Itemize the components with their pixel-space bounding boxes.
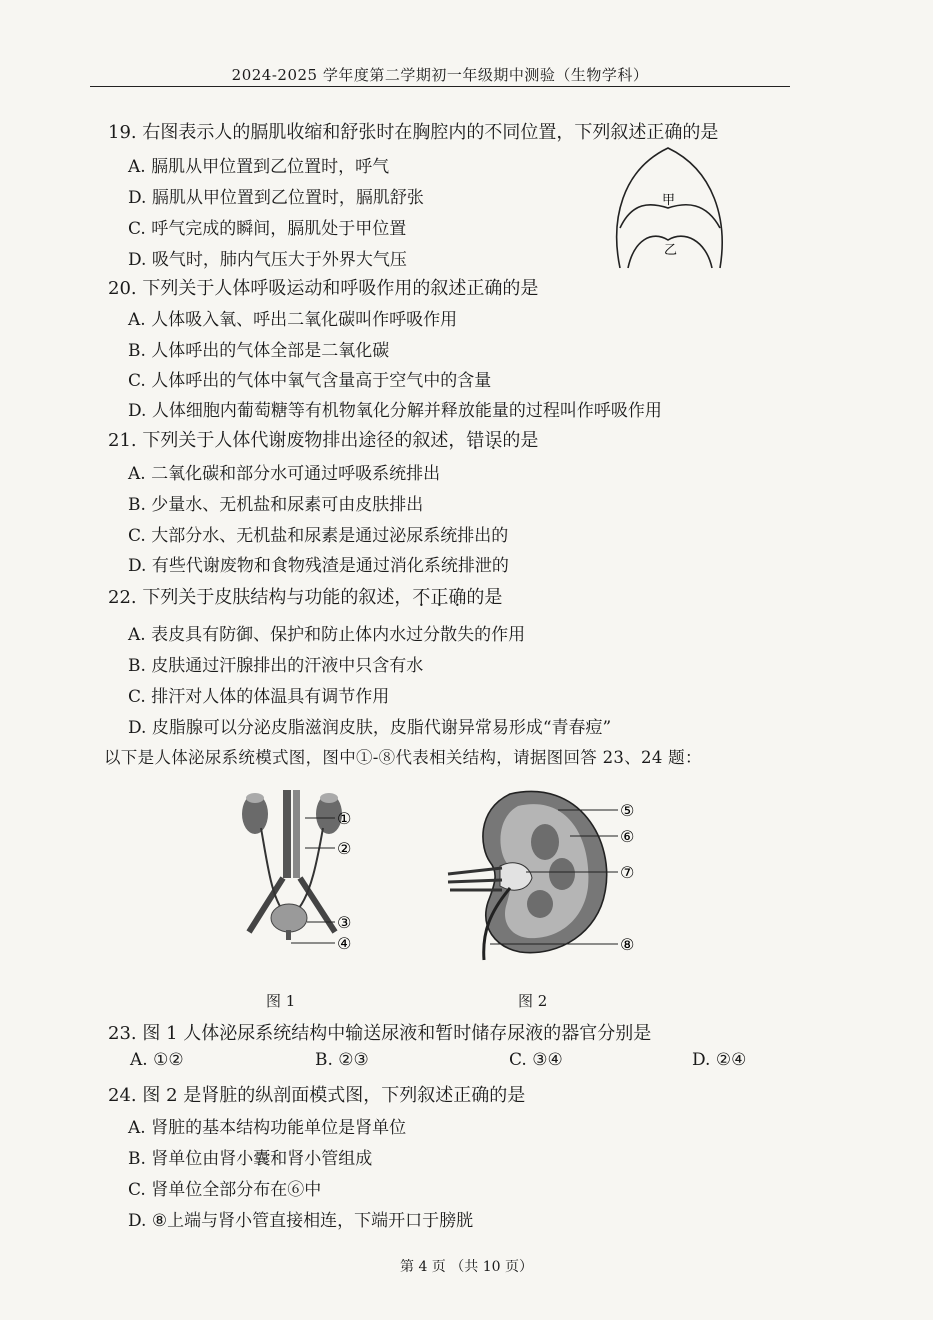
question-23-option-a: A. ①② — [130, 1050, 184, 1070]
fig1-label-4: ④ — [337, 934, 352, 953]
fig2-label-6: ⑥ — [620, 827, 635, 846]
diaphragm-figure — [610, 140, 730, 275]
question-22-option-c: C. 排汗对人体的体温具有调节作用 — [128, 687, 390, 707]
question-21-option-c: C. 大部分水、无机盐和尿素是通过泌尿系统排出的 — [128, 526, 509, 546]
emphasis-char: 不 — [412, 587, 431, 608]
section-intro: 以下是人体泌尿系统模式图，图中①-⑧代表相关结构，请据图回答 23、24 题： — [104, 748, 702, 767]
question-22-option-b: B. 皮肤通过汗腺排出的汗液中只含有水 — [128, 656, 424, 676]
question-23-option-c: C. ③④ — [509, 1050, 563, 1070]
question-19-option-b: D. 膈肌从甲位置到乙位置时，膈肌舒张 — [128, 188, 424, 208]
diaphragm-label-yi: 乙 — [664, 243, 678, 258]
question-24-stem: 24. 图 2 是肾脏的纵剖面模式图，下列叙述正确的是 — [108, 1085, 526, 1106]
emphasis-char: 正 — [430, 587, 449, 608]
fig2-label-7: ⑦ — [620, 863, 635, 882]
question-20-option-a: A. 人体吸入氧、呼出二氧化碳叫作呼吸作用 — [128, 310, 458, 330]
question-21-option-d: D. 有些代谢废物和食物残渣是通过消化系统排泄的 — [128, 556, 509, 576]
emphasis-char: 确 — [448, 587, 467, 608]
fig1-caption: 图 1 — [266, 992, 296, 1010]
fig1-label-3: ③ — [337, 913, 352, 932]
question-20-option-d: D. 人体细胞内葡萄糖等有机物氧化分解并释放能量的过程叫作呼吸作用 — [128, 401, 662, 421]
question-23-option-b: B. ②③ — [315, 1050, 369, 1070]
question-23-option-d: D. ②④ — [692, 1050, 747, 1070]
fig1-label-2: ② — [337, 839, 352, 858]
question-22-option-a: A. 表皮具有防御、保护和防止体内水过分散失的作用 — [128, 625, 526, 645]
question-21-stem — [108, 426, 538, 452]
diaphragm-label-jia: 甲 — [662, 193, 676, 208]
page-header: 2024-2025 学年度第二学期初一年级期中测验（生物学科） — [231, 66, 649, 84]
question-19-stem: 19. 右图表示人的膈肌收缩和舒张时在胸腔内的不同位置，下列叙述正确的是 — [108, 122, 719, 143]
question-21-stem-post: 的是 — [502, 430, 539, 451]
question-21-option-b: B. 少量水、无机盐和尿素可由皮肤排出 — [128, 495, 424, 515]
question-22-stem-pre: 22. 下列关于皮肤结构与功能的叙述， — [108, 587, 413, 608]
question-24-option-b: B. 肾单位由肾小囊和肾小管组成 — [128, 1149, 373, 1169]
header-divider — [90, 86, 790, 87]
fig2-label-5: ⑤ — [620, 801, 635, 820]
question-21-option-a: A. 二氧化碳和部分水可通过呼吸系统排出 — [128, 464, 441, 484]
question-22-stem — [108, 583, 502, 609]
fig2-label-8: ⑧ — [620, 935, 635, 954]
question-22-stem-post: 的是 — [466, 587, 503, 608]
question-24-option-c: C. 肾单位全部分布在⑥中 — [128, 1180, 322, 1200]
kidney-section-figure — [440, 782, 650, 962]
page-footer: 第 4 页 （共 10 页） — [400, 1259, 533, 1275]
fig2-caption: 图 2 — [518, 992, 548, 1010]
question-19-option-c: C. 呼气完成的瞬间，膈肌处于甲位置 — [128, 219, 407, 239]
urinary-system-figure — [225, 782, 365, 957]
question-20-option-b: B. 人体呼出的气体全部是二氧化碳 — [128, 341, 390, 361]
question-21-stem-pre: 21. 下列关于人体代谢废物排出途径的叙述， — [108, 430, 467, 451]
question-20-option-c: C. 人体呼出的气体中氧气含量高于空气中的含量 — [128, 371, 492, 391]
fig1-label-1: ① — [337, 809, 352, 828]
question-22-option-d: D. 皮脂腺可以分泌皮脂滋润皮肤，皮脂代谢异常易形成“青春痘” — [128, 718, 612, 738]
question-19-option-d: D. 吸气时，肺内气压大于外界大气压 — [128, 250, 407, 270]
emphasis-char: 误 — [484, 430, 503, 451]
question-19-option-a: A. 膈肌从甲位置到乙位置时，呼气 — [128, 157, 390, 177]
question-23-stem: 23. 图 1 人体泌尿系统结构中输送尿液和暂时储存尿液的器官分别是 — [108, 1023, 652, 1044]
question-24-option-a: A. 肾脏的基本结构功能单位是肾单位 — [128, 1118, 407, 1138]
question-24-option-d: D. ⑧上端与肾小管直接相连，下端开口于膀胱 — [128, 1211, 474, 1231]
emphasis-char: 错 — [466, 430, 485, 451]
question-20-stem: 20. 下列关于人体呼吸运动和呼吸作用的叙述正确的是 — [108, 278, 539, 299]
